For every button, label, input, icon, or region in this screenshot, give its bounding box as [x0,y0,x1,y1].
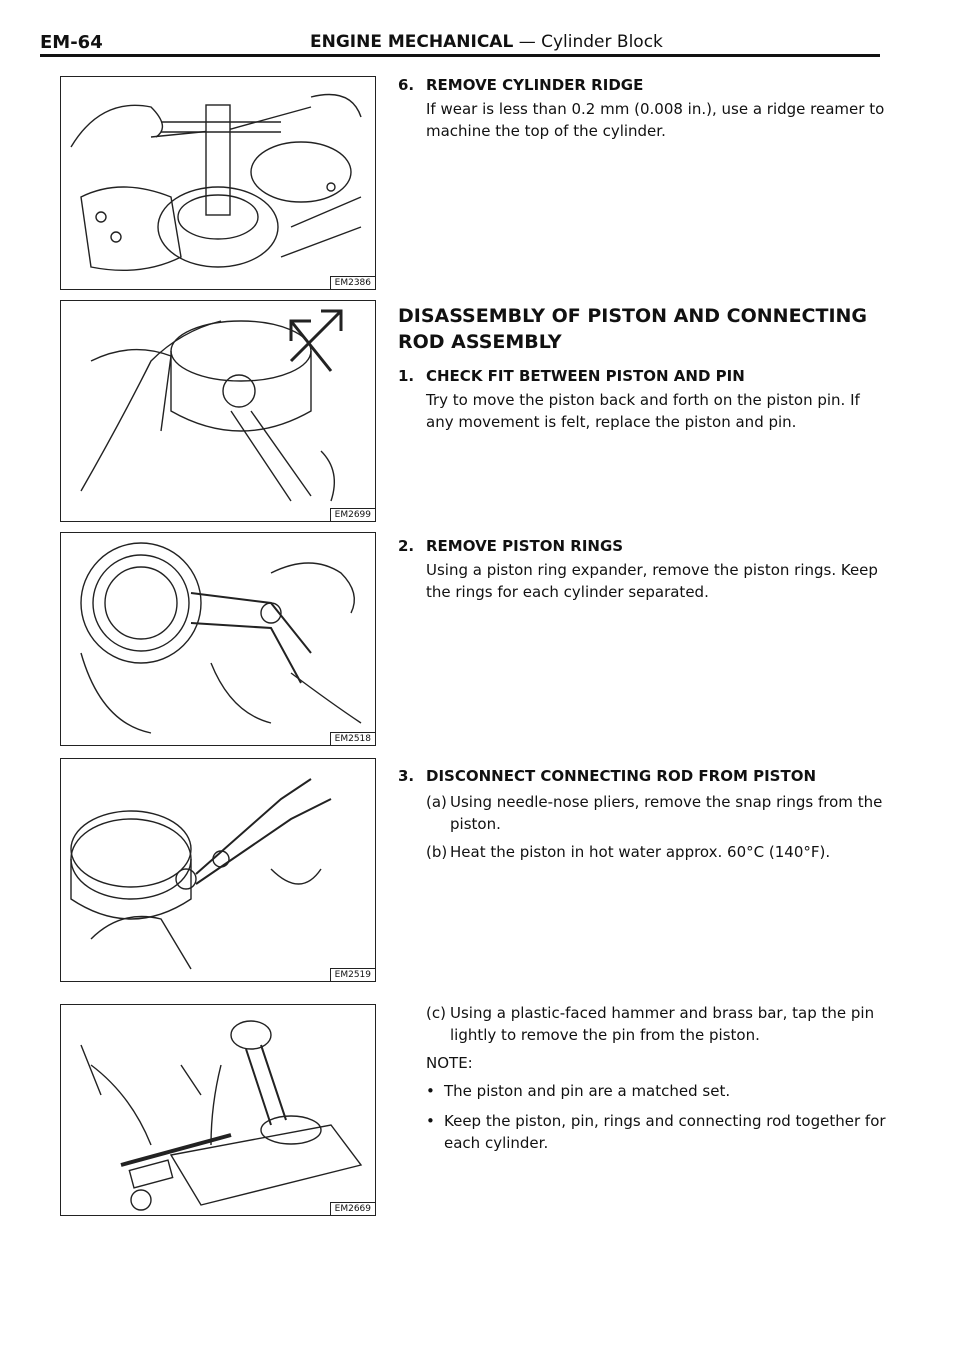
item-text: Heat the piston in hot water approx. 60°C (140°F). [450,843,831,861]
step-2-text: Using a piston ring expander, remove the piston rings. Keep the rings for each cylinder separated. [426,561,878,601]
step-6-text: If wear is less than 0.2 mm (0.008 in.), use a ridge reamer to machine the top of the cylinder. [426,100,885,140]
step-3c [426,1002,888,1046]
note-item [426,1110,888,1154]
item-text: Using needle-nose pliers, remove the snap rings from the piston. [450,793,883,833]
step-title: CHECK FIT BETWEEN PISTON AND PIN [426,367,745,385]
ring-expander-illustration [61,533,375,745]
figure-id: EM2518 [330,732,375,745]
figure-piston-pin-check [60,300,376,522]
subsection-name: Cylinder Block [541,32,663,52]
note-text: The piston and pin are a matched set. [444,1082,731,1100]
step-1-text: Try to move the piston back and forth on the piston pin. If any movement is felt, replace the piston and pin. [426,391,860,431]
step-6-heading [398,76,888,94]
item-label: (b) [426,843,448,861]
ridge-reamer-illustration [61,77,375,289]
figure-id: EM2386 [330,276,375,289]
step-title: REMOVE PISTON RINGS [426,537,624,555]
figure-ridge-reamer [60,76,376,290]
step-number: 6. [398,76,415,94]
step-3a [426,791,888,835]
snap-ring-pliers-illustration [61,759,375,981]
section-name: ENGINE MECHANICAL [310,32,514,52]
step-2-heading [398,537,888,555]
page-code: EM-64 [40,32,103,53]
step-number: 2. [398,537,415,555]
figure-ring-expander [60,532,376,746]
figure-id: EM2669 [330,1202,375,1215]
step-3-heading [398,767,888,785]
figure-id: EM2699 [330,508,375,521]
item-text: Using a plastic-faced hammer and brass bar, tap the pin lightly to remove the pin from the piston. [450,1004,875,1044]
item-label: (c) [426,1004,446,1022]
step-6 [398,76,888,142]
note-label: NOTE: [426,1054,473,1072]
step-title: DISCONNECT CONNECTING ROD FROM PISTON [426,767,817,785]
step-1-heading [398,367,888,385]
note-text: Keep the piston, pin, rings and connecting rod together for each cylinder. [444,1112,886,1152]
figure-snap-ring-pliers [60,758,376,982]
figure-hammer-brass-bar [60,1004,376,1216]
figure-id: EM2519 [330,968,375,981]
page-header [40,30,880,56]
bullet-icon: • [426,1082,435,1100]
piston-pin-illustration [61,301,375,521]
step-3b [426,841,888,863]
hammer-brass-bar-illustration [61,1005,375,1215]
bullet-icon: • [426,1112,435,1130]
note-block [426,1054,888,1154]
step-2 [398,537,888,603]
page-section-title [310,32,663,52]
item-label: (a) [426,793,447,811]
step-title: REMOVE CYLINDER RIDGE [426,76,644,94]
section-title: DISASSEMBLY OF PISTON AND CONNECTING ROD ASSEMBLY [398,305,868,353]
header-rule [40,54,880,57]
step-number: 1. [398,367,415,385]
title-dash: — [513,32,542,52]
step-3c-block [398,1002,888,1154]
disassembly-section [398,303,888,433]
step-3 [398,767,888,863]
step-number: 3. [398,767,415,785]
note-item [426,1080,888,1102]
